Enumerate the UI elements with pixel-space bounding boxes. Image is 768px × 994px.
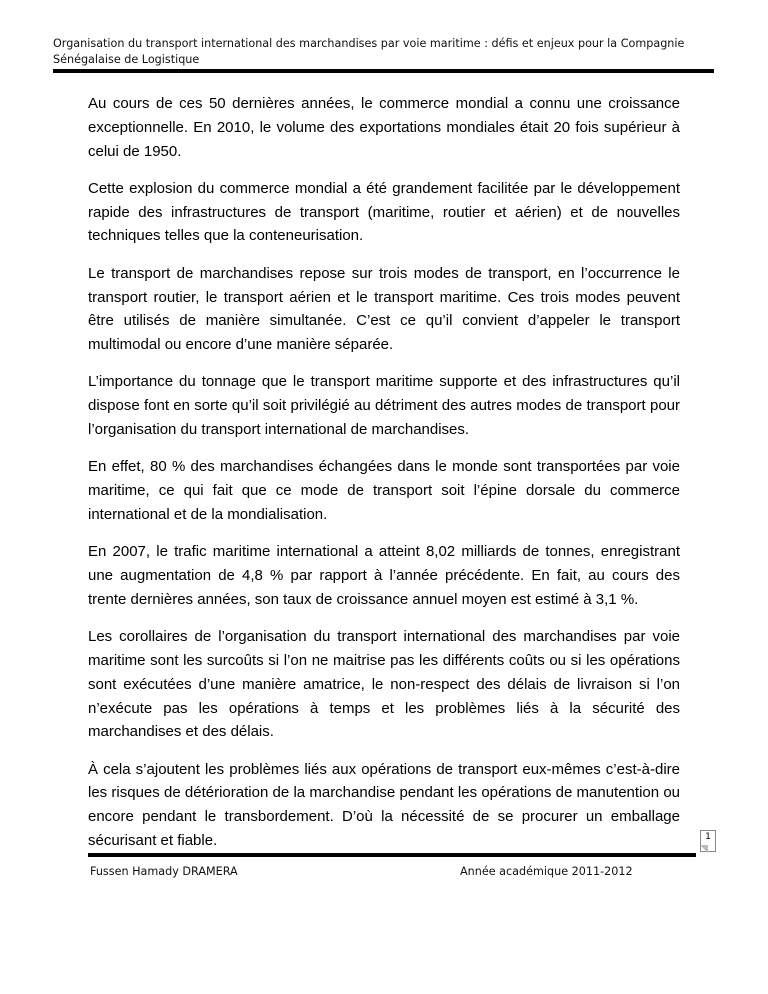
page-header xyxy=(53,36,713,68)
footer-author: Fussen Hamady DRAMERA xyxy=(90,865,238,878)
footer-divider xyxy=(88,853,696,857)
header-divider xyxy=(53,69,714,73)
paragraph: En 2007, le trafic maritime international a atteint 8,02 milliards de tonnes, enregistrant une augmentation de 4,8 % par rapport à l’année précédente. En fait, au cours des trente dernières années, son taux de croissance annuel moyen est estimé à 3,1 %. xyxy=(88,543,680,608)
paragraph: Le transport de marchandises repose sur trois modes de transport, en l’occurrence le transport routier, le transport aérien et le transport maritime. Ces trois modes peuvent être utilisés de manière simultanée. C’est ce qu’il convient d’appeler le transport multimodal ou encore d’une manière séparée. xyxy=(88,264,680,354)
paragraph: Au cours de ces 50 dernières années, le commerce mondial a connu une croissance exceptionnelle. En 2010, le volume des exportations mondiales était 20 fois supérieur à celui de 1950. xyxy=(88,95,680,160)
paragraph: L’importance du tonnage que le transport maritime supporte et des infrastructures qu’il dispose font en sorte qu’il soit privilégié au détriment des autres modes de transport pour l’organisation du transport international de marchandises. xyxy=(88,373,680,439)
footer-academic-year: Année académique 2011-2012 xyxy=(460,865,633,878)
paragraph: À cela s’ajoutent les problèmes liés aux opérations de transport eux-mêmes c’est-à-dire les risques de détérioration de la marchandise pendant les opérations de manutention ou encore pendant le transbordement. D’où la nécessité de se procurer un emballage sécurisant et fiable. xyxy=(88,760,680,850)
document-body xyxy=(88,92,680,866)
paragraph: Cette explosion du commerce mondial a été grandement facilitée par le développement rapide des infrastructures de transport (maritime, routier et aérien) et de nouvelles techniques telles que la conteneurisation. xyxy=(88,179,680,245)
page-corner-fold xyxy=(700,845,708,853)
paragraph: Les corollaires de l’organisation du transport international des marchandises par voie maritime sont les surcoûts si l’on ne maitrise pas les différents coûts ou si les opérations sont exécutées d’une manière amatrice, le non-respect des délais de livraison si l’on n’exécute pas les opérations à temps et les problèmes liés à la sécurité des marchandises et des délais. xyxy=(88,628,680,741)
header-title: Organisation du transport international des marchandises par voie maritime : défis et enjeux pour la Compagnie Sénégalaise de Logistique xyxy=(53,37,685,66)
page-number: 1 xyxy=(700,830,716,852)
paragraph: En effet, 80 % des marchandises échangées dans le monde sont transportées par voie maritime, ce qui fait que ce mode de transport soit l’épine dorsale du commerce international et de la mondialisation. xyxy=(88,458,680,523)
